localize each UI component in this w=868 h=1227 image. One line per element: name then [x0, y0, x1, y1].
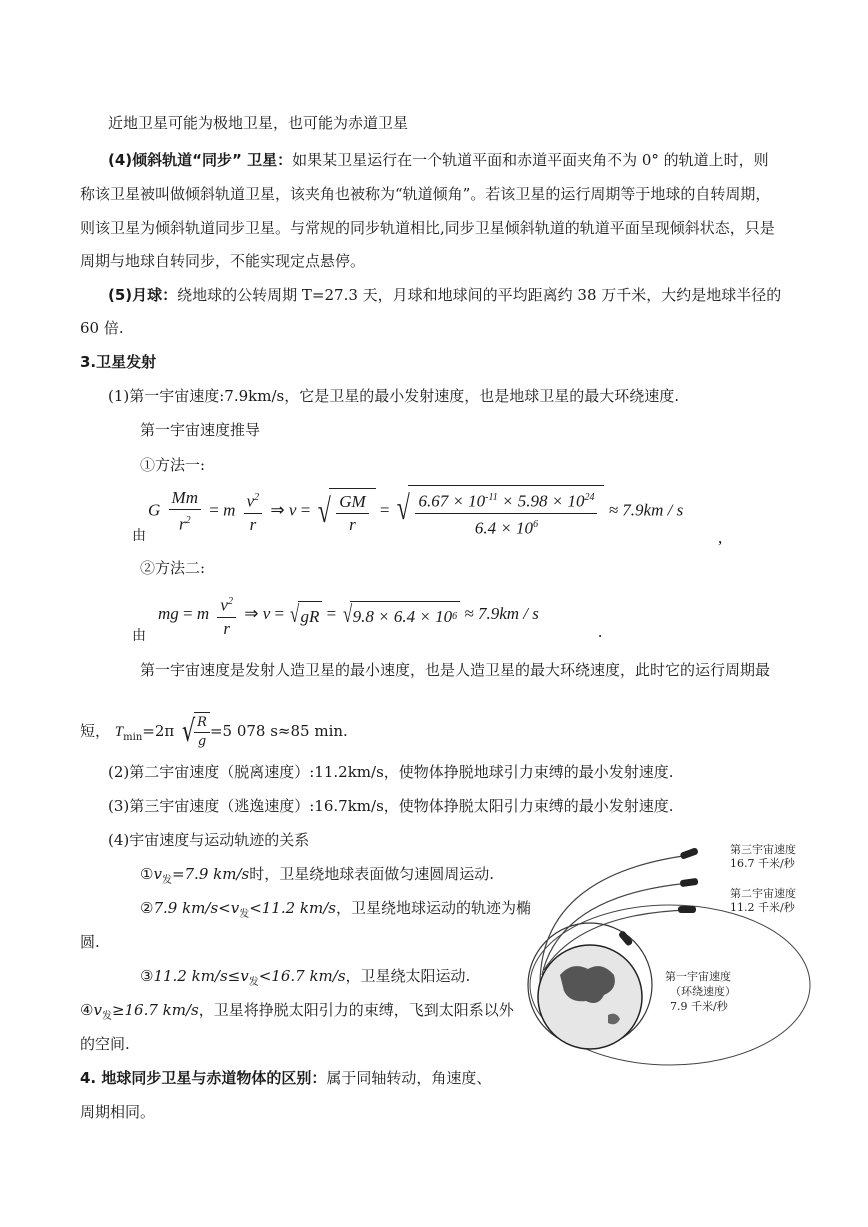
text-line-23: 周期相同。: [80, 1103, 156, 1121]
rocket-icon: [680, 878, 699, 887]
symbol-G: G: [148, 500, 161, 520]
caption-first-sub: （环绕速度）: [670, 985, 736, 998]
equals: =: [209, 500, 219, 520]
text-line-19: 圆.: [80, 933, 100, 951]
caption-second-title: 第二宇宙速度: [730, 887, 796, 900]
symbol-m: m: [223, 500, 236, 520]
sqrt-numeric-2: √ 9.8 × 6.4 × 10 6: [341, 601, 461, 629]
text-line-9: 第一宇宙速度推导: [140, 421, 261, 439]
caption-first-value: 7.9 千米/秒: [670, 1000, 728, 1013]
text-prefix: 短，: [80, 722, 111, 740]
result-7-9: ≈ 7.9km / s: [608, 500, 684, 520]
text-line-14: (2)第二宇宙速度（脱离速度）:11.2km/s，使物体挣脱地球引力束缚的最小发射速度.: [108, 763, 674, 781]
text-line-5: 周期与地球自转同步，不能实现定点悬停。: [80, 252, 366, 270]
fraction-den: $r^2$: [178, 514, 191, 534]
formula-2-period: .: [598, 622, 603, 641]
equals: =: [183, 604, 193, 624]
fraction-v2-r: $\frac{v^2}{r}$: [217, 592, 236, 639]
caption-third-title: 第三宇宙速度: [730, 843, 796, 856]
text-line-10: ①方法一:: [140, 456, 206, 474]
sqrt-gR: √ gR: [288, 601, 322, 629]
text-line-13: [80, 712, 348, 752]
fraction-v2-r: [244, 488, 263, 535]
fraction-Mm-r2: [169, 488, 201, 535]
rocket-icon: [678, 906, 696, 913]
symbol-mg: mg: [158, 604, 179, 624]
text-line-11: ②方法二:: [140, 559, 206, 577]
fraction-den: r: [249, 514, 257, 534]
symbol-T: T: [114, 724, 124, 740]
caption-second-value: 11.2 千米/秒: [730, 901, 795, 914]
text-line-3: 称该卫星被叫做倾斜轨道卫星，该夹角也被称为“轨道倾角”。若该卫星的运行周期等于地球的自转周期，: [80, 185, 771, 203]
text-line-12: 第一宇宙速度是发射人造卫星的最小速度，也是人造卫星的最大环绕速度，此时它的运行周期最: [140, 661, 771, 679]
result-7-9: ≈ 7.9km / s: [464, 604, 539, 624]
text-result: =5 078 s≈85 min.: [209, 722, 348, 740]
fraction-num: Mm: [169, 488, 201, 510]
caption-third-value: 16.7 千米/秒: [730, 857, 795, 870]
symbol-m: m: [196, 604, 210, 624]
sqrt-GM-r: √ $\frac{GM}{r}$: [315, 488, 376, 536]
text-line-16: (4)宇宙速度与运动轨迹的关系: [108, 831, 310, 849]
text-line-6-rest: 绕地球的公转周期 T=27.3 天，月球和地球间的平均距离约 38 万千米，大约是地球半径的: [177, 286, 782, 304]
symbol-v: v: [288, 500, 297, 520]
equals: =: [300, 500, 311, 520]
rocket-icon: [680, 847, 699, 860]
text-line-18: ②7.9 $km/s<v_发<11.2$ km/s，卫星绕地球运动的轨迹为椭: [140, 899, 532, 920]
text-line-2-rest: 如果某卫星运行在一个轨道平面和赤道平面夹角不为 0° 的轨道上时，则: [292, 151, 769, 169]
text-line-22: 的空间.: [80, 1035, 130, 1053]
heading-moon: (5)月球：: [108, 286, 178, 304]
section-heading-4: 4. 地球同步卫星与赤道物体的区别：属于同轴转动，角速度、: [80, 1069, 492, 1087]
equals: =: [379, 500, 390, 520]
cosmic-velocity-figure: [520, 825, 852, 1090]
fraction-num: $v^2$: [244, 488, 263, 514]
section-heading-3: 3.卫星发射: [80, 353, 157, 371]
text-line-21: $④v_发\ge 16.7$ km/s，卫星将挣脱太阳引力的束缚，飞到太阳系以外: [80, 1001, 514, 1022]
formula-1: [148, 485, 683, 538]
equals: =: [274, 604, 285, 624]
formula-2: [158, 592, 539, 639]
formula-1-comma: ,: [718, 528, 723, 547]
implies-arrow: ⇒: [270, 500, 285, 520]
text-line-20: ③11.2 $km/s\le v_发<16.7$ km/s，卫星绕太阳运动.: [140, 967, 471, 988]
text-line-8: (1)第一宇宙速度:7.9km/s，它是卫星的最小发射速度，也是地球卫星的最大环绕速度.: [108, 387, 679, 405]
symbol-v: v: [262, 604, 271, 624]
formula-1-prefix: 由: [132, 528, 146, 544]
caption-first-title: 第一宇宙速度: [665, 970, 731, 983]
text-line-15: (3)第三宇宙速度（逃逸速度）:16.7km/s，使物体挣脱太阳引力束缚的最小发射速度.: [108, 797, 674, 815]
text-line-17: $①v_发=7.9$ km/s时，卫星绕地球表面做匀速圆周运动.: [140, 865, 494, 886]
formula-2-prefix: 由: [132, 628, 146, 644]
implies-arrow: ⇒: [244, 604, 259, 624]
text-line-6: [108, 285, 781, 305]
text-line-1: 近地卫星可能为极地卫星，也可能为赤道卫星: [108, 114, 409, 132]
text-line-4: 则该卫星为倾斜轨道同步卫星。与常规的同步轨道相比,同步卫星倾斜轨道的轨道平面呈现倾斜状态，只是: [80, 219, 775, 237]
sqrt-R-g: √ $\frac{R}{g}$: [179, 712, 210, 752]
equals: =: [326, 604, 337, 624]
subscript-min: min: [123, 732, 143, 743]
text-line-2: [108, 150, 769, 170]
heading-inclined-orbit: (4)倾斜轨道“同步” 卫星：: [108, 151, 293, 169]
text-line-7: 60 倍.: [80, 319, 124, 337]
sqrt-numeric: √ $\frac{6.67 \times 10^{-11} \times 5.98 \times 10^{24}}{6.4 \times 10^6}$: [394, 485, 605, 538]
equals-2pi: =2π: [142, 722, 175, 740]
